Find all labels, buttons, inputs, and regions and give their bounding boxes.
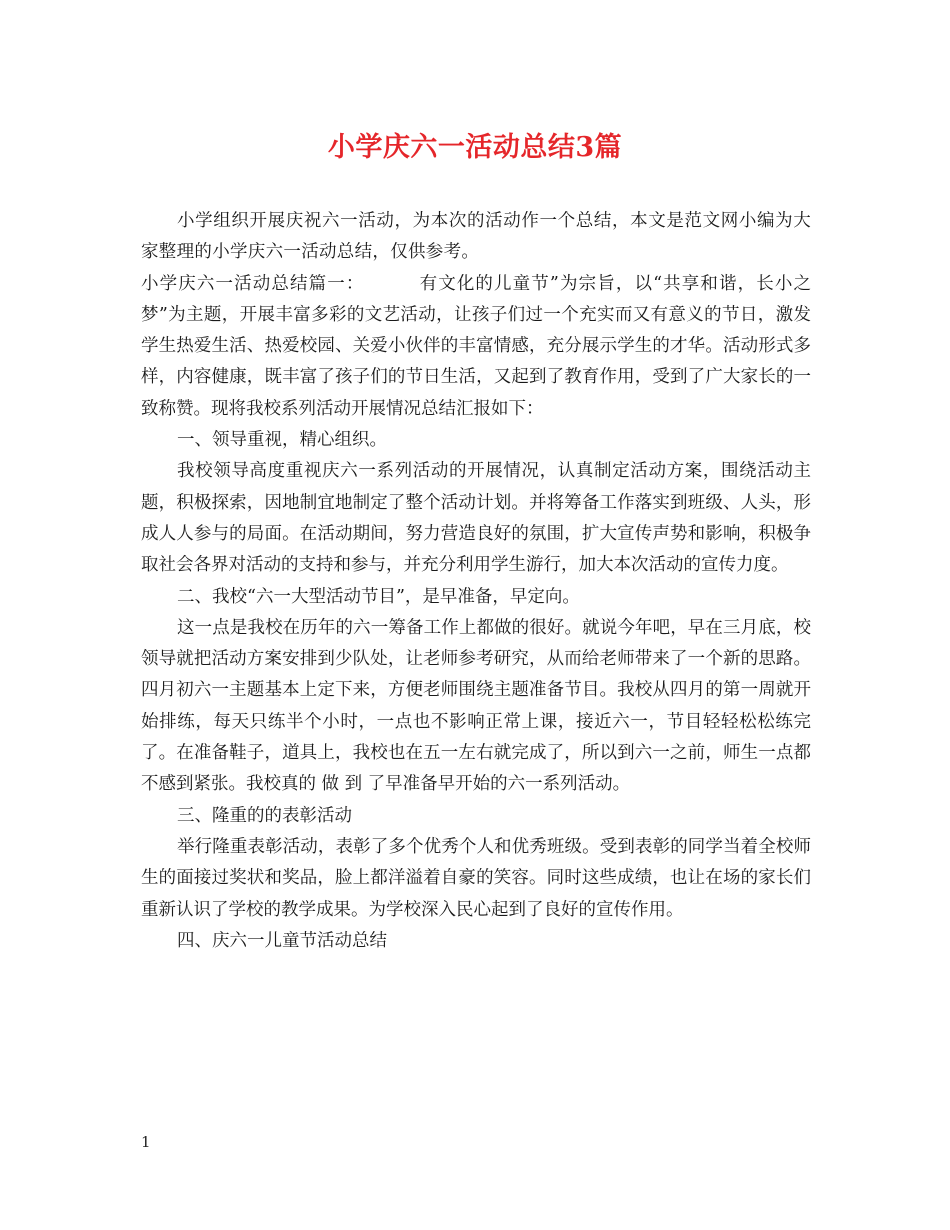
section-heading-4: 四、庆六一儿童节活动总结 <box>177 930 387 951</box>
section-1-paragraph: 我校领导高度重视庆六一系列活动的开展情况，认真制定活动方案，围绕活动主题，积极探索，因地制宜地制定了整个活动计划。并将筹备工作落实到班级、人头，形成人人参与的局面。在活动期间，努力营造良好的氛围，扩大宣传声势和影响，积极争取社会各界对活动的支持和参与，并充分利用学生游行，加大本次活动的宣传力度。 <box>141 461 811 576</box>
document-title: 小学庆六一活动总结3篇 <box>327 132 623 163</box>
part-one-text: 有文化的儿童节”为宗旨，以“共享和谐，长小之梦”为主题，开展丰富多彩的文艺活动，让孩子们过一个充实而又有意义的节日，激发学生热爱生活、热爱校园、关爱小伙伴的丰富情感，充分展示学生的才华。活动形式多样，内容健康，既丰富了孩子们的节日生活，又起到了教育作用，受到了广大家长的一致称赞。现将我校系列活动开展情况总结汇报如下： <box>141 273 811 419</box>
document-body <box>141 206 811 957</box>
page-number: 1 <box>141 1133 151 1151</box>
section-heading-3: 三、隆重的的表彰活动 <box>177 805 352 826</box>
part-one-heading: 小学庆六一活动总结篇一： <box>141 273 365 294</box>
part-one-paragraph <box>141 269 811 425</box>
section-heading-1: 一、领导重视，精心组织。 <box>177 430 387 451</box>
section-2-paragraph: 这一点是我校在历年的六一筹备工作上都做的很好。就说今年吧，早在三月底，校领导就把活动方案安排到少队处，让老师参考研究，从而给老师带来了一个新的思路。四月初六一主题基本上定下来，方便老师围绕主题准备节目。我校从四月的第一周就开始排练，每天只练半个小时，一点也不影响正常上课，接近六一，节目轻轻松松练完了。在准备鞋子，道具上，我校也在五一左右就完成了，所以到六一之前，师生一点都不感到紧张。我校真的 做 到 了早准备早开始的六一系列活动。 <box>141 617 811 795</box>
section-3-paragraph: 举行隆重表彰活动，表彰了多个优秀个人和优秀班级。受到表彰的同学当着全校师生的面接过奖状和奖品，脸上都洋溢着自豪的笑容。同时这些成绩，也让在场的家长们重新认识了学校的教学成果。为学校深入民心起到了良好的宣传作用。 <box>141 836 811 920</box>
intro-paragraph: 小学组织开展庆祝六一活动，为本次的活动作一个总结，本文是范文网小编为大家整理的小学庆六一活动总结，仅供参考。 <box>141 211 811 263</box>
section-heading-2: 二、我校“六一大型活动节目”，是早准备，早定向。 <box>177 586 580 607</box>
